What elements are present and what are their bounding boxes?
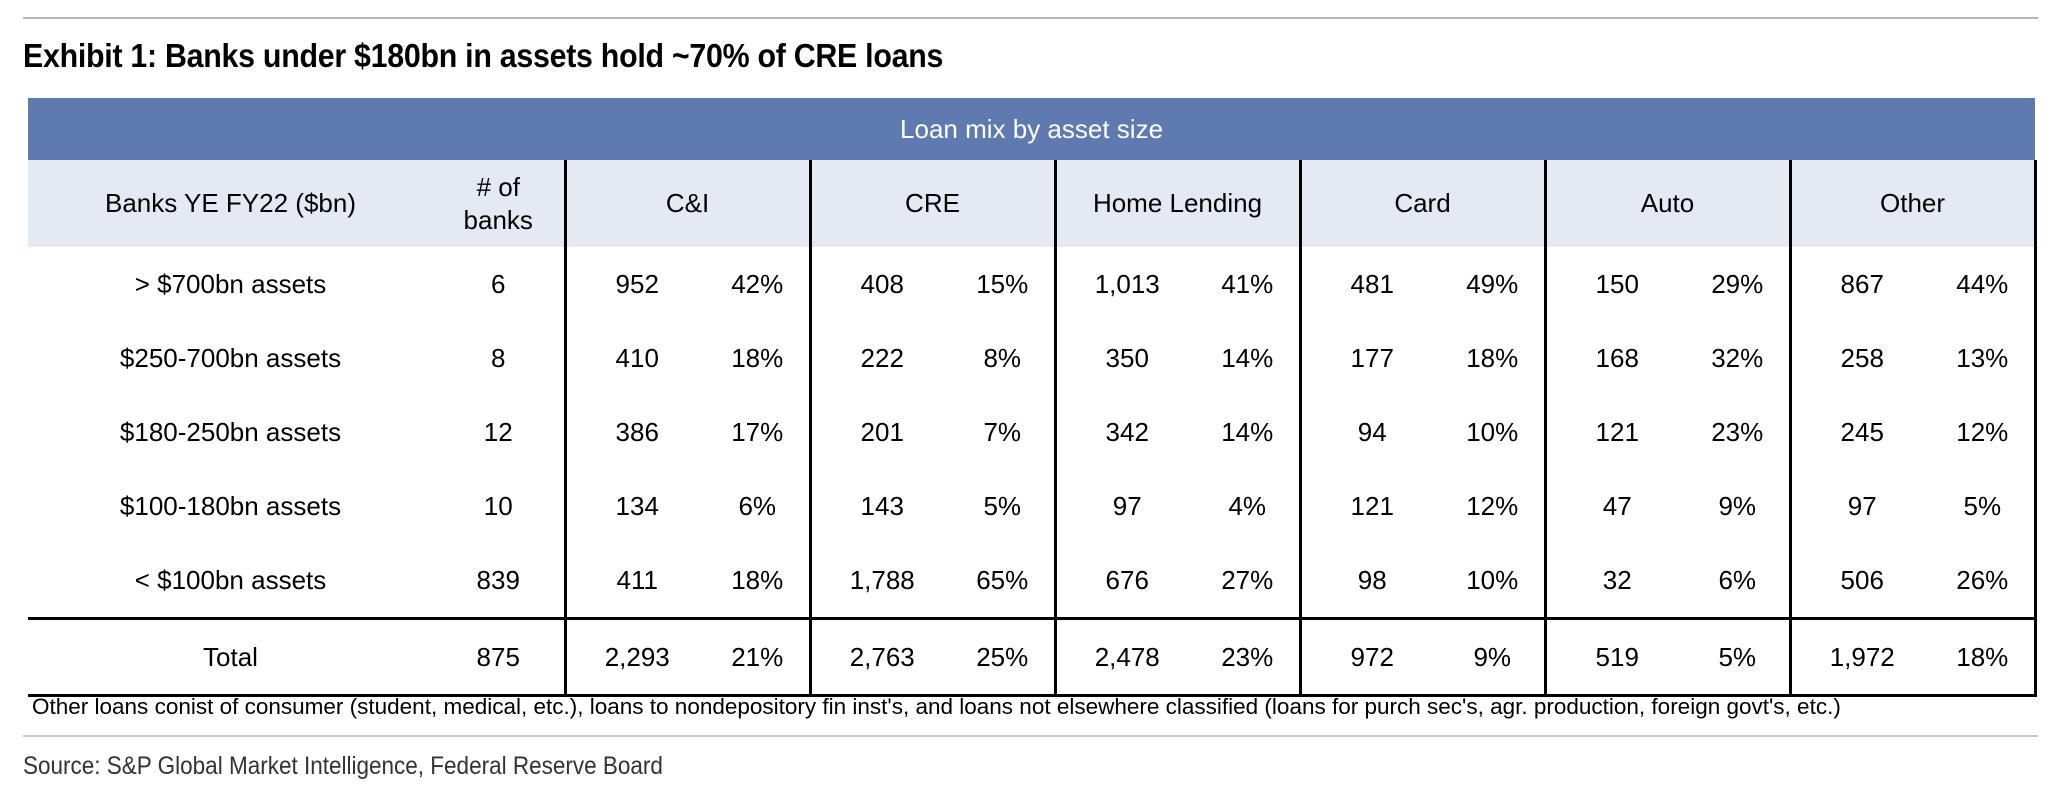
loan-value: 201 [810,395,929,469]
loan-share: 21% [684,619,810,696]
loan-value: 177 [1300,321,1419,395]
loan-value: 2,763 [810,619,929,696]
loan-share: 32% [1711,342,1764,373]
loan-share: 49% [1466,268,1519,299]
footnote: Other loans conist of consumer (student, medical, etc.), loans to nondepository fin inst's, and loans not elsewhere classified (loans for purch sec's, agr. production, foreign govt's, etc.) [32,694,1841,719]
loan-value: 134 [565,469,684,543]
loan-value: 98 [1300,543,1419,619]
loan-mix-table [28,98,2037,697]
header-category: CRE [810,160,1055,247]
loan-share: 5% [1664,619,1790,696]
row-label: $250-700bn assets [119,342,342,373]
table-row [28,395,2035,469]
loan-share: 23% [1174,619,1300,696]
header-category: Other [1790,160,2035,247]
row-label: Total [28,619,433,696]
loan-value: 952 [565,247,684,321]
loan-value: 342 [1055,395,1174,469]
loan-share: 42% [731,268,784,299]
loan-value: 94 [1300,395,1419,469]
loan-share: 9% [1419,619,1545,696]
loan-share: 14% [1221,342,1274,373]
loan-share: 29% [1711,268,1764,299]
loan-value: 32 [1545,543,1664,619]
loan-share: 10% [1466,416,1519,447]
table-banner: Loan mix by asset size [28,98,2035,160]
loan-value: 972 [1300,619,1419,696]
loan-share: 18% [731,342,784,373]
loan-value: 410 [565,321,684,395]
loan-value: 481 [1300,247,1419,321]
loan-value: 168 [1545,321,1664,395]
loan-share: 6% [738,490,777,521]
loan-share: 23% [1711,416,1764,447]
row-label: $180-250bn assets [119,416,342,447]
loan-share: 17% [731,416,784,447]
row-label: > $700bn assets [134,268,327,299]
loan-value: 245 [1790,395,1909,469]
header-bank-count-line2: banks [463,204,533,235]
loan-share: 26% [1909,543,2035,619]
loan-value: 519 [1545,619,1664,696]
exhibit-title: Exhibit 1: Banks under $180bn in assets hold ~70% of CRE loans [23,37,944,74]
bottom-rule [23,735,2038,737]
header-bank-count [433,160,565,247]
loan-value: 258 [1790,321,1909,395]
bank-count: 10 [483,490,513,521]
loan-value: 47 [1545,469,1664,543]
loan-value: 2,478 [1055,619,1174,696]
loan-mix-table-container [28,98,2035,697]
row-label: < $100bn assets [134,564,327,595]
loan-value: 121 [1300,469,1419,543]
loan-value: 408 [810,247,929,321]
loan-share: 18% [1909,619,2035,696]
loan-value: 676 [1055,543,1174,619]
loan-value: 2,293 [565,619,684,696]
loan-value: 386 [565,395,684,469]
loan-value: 97 [1055,469,1174,543]
loan-share: 41% [1221,268,1274,299]
loan-share: 44% [1909,247,2035,321]
loan-share: 10% [1466,564,1519,595]
table-row [28,469,2035,543]
loan-value: 222 [810,321,929,395]
loan-share: 65% [976,564,1029,595]
loan-share: 12% [1909,395,2035,469]
bank-count: 839 [476,564,520,595]
loan-share: 7% [983,416,1022,447]
loan-value: 150 [1545,247,1664,321]
table-row [28,247,2035,321]
loan-value: 867 [1790,247,1909,321]
bank-count: 8 [491,342,506,373]
bank-count: 12 [483,416,513,447]
header-category: C&I [565,160,810,247]
loan-share: 15% [976,268,1029,299]
loan-share: 13% [1909,321,2035,395]
header-category: Auto [1545,160,1790,247]
source-note: Source: S&P Global Market Intelligence, Federal Reserve Board [23,752,663,780]
loan-share: 6% [1718,564,1757,595]
total-row [28,619,2035,696]
loan-share: 18% [731,564,784,595]
table-row [28,321,2035,395]
header-segment: Banks YE FY22 ($bn) [28,160,433,247]
table-row [28,543,2035,619]
loan-value: 121 [1545,395,1664,469]
header-bank-count-line1: # of [476,172,520,202]
header-category: Card [1300,160,1545,247]
loan-value: 506 [1790,543,1909,619]
bank-count: 875 [433,619,565,696]
loan-value: 143 [810,469,929,543]
loan-value: 1,013 [1055,247,1174,321]
loan-value: 350 [1055,321,1174,395]
bank-count: 6 [491,268,506,299]
loan-value: 97 [1790,469,1909,543]
loan-share: 12% [1466,490,1519,521]
header-category: Home Lending [1055,160,1300,247]
loan-share: 8% [983,342,1022,373]
loan-share: 5% [983,490,1022,521]
loan-share: 9% [1718,490,1757,521]
loan-share: 25% [929,619,1055,696]
loan-share: 14% [1221,416,1274,447]
loan-share: 4% [1228,490,1267,521]
top-rule [23,17,2038,19]
loan-share: 27% [1221,564,1274,595]
loan-value: 1,788 [810,543,929,619]
row-label: $100-180bn assets [119,490,342,521]
loan-value: 1,972 [1790,619,1909,696]
loan-value: 411 [565,543,684,619]
loan-share: 18% [1466,342,1519,373]
loan-share: 5% [1909,469,2035,543]
